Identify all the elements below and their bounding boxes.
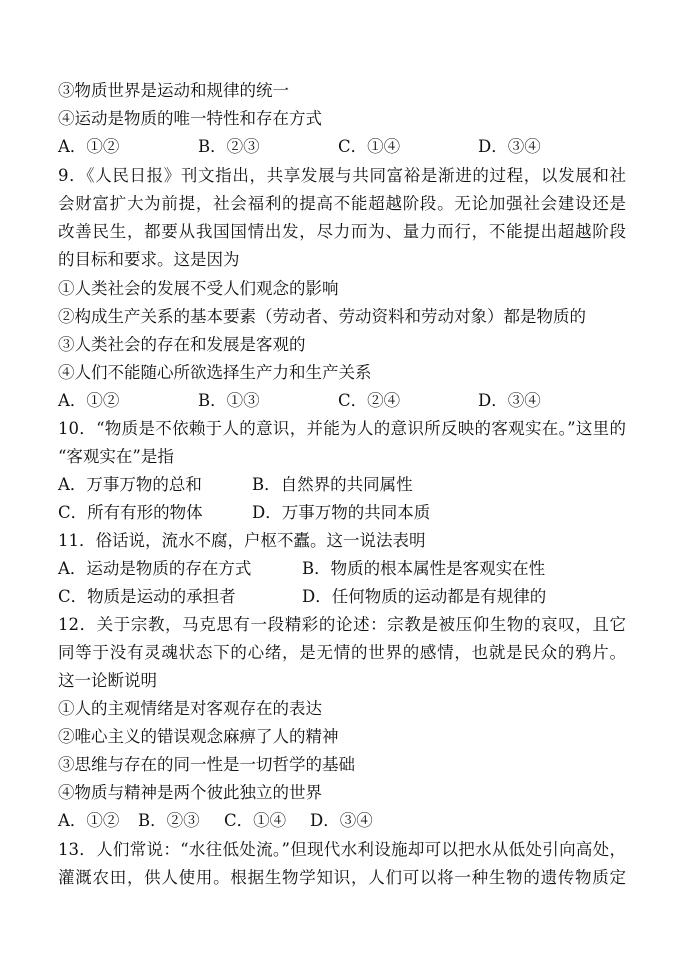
q8-statement-4: ④运动是物质的唯一特性和存在方式: [58, 109, 322, 128]
q8-option-d: D．③④: [478, 137, 541, 156]
q12-statement-4: ④物质与精神是两个彼此独立的世界: [58, 783, 322, 802]
q12-option-b: B．②③: [138, 811, 200, 830]
q9-statement-3: ③人类社会的存在和发展是客观的: [58, 335, 306, 354]
q13-stem-line-1: 13．人们常说：“水往低处流。”但现代水利设施却可以把水从低处引向高处，: [58, 840, 626, 859]
q10-option-c: C．所有有形的物体: [58, 503, 203, 522]
q11-option-a: A．运动是物质的存在方式: [58, 559, 252, 578]
q12-stem-line-1: 12．关于宗教，马克思有一段精彩的论述：宗教是被压仰生物的哀叹，且它: [58, 615, 626, 634]
q12-stem-line-3: 这一论断说明: [58, 671, 157, 690]
q12-option-c: C．①④: [224, 811, 287, 830]
q9-statement-1: ①人类社会的发展不受人们观念的影响: [58, 279, 339, 298]
q9-stem-line-2: 会财富扩大为前提，社会福利的提高不能超越阶段。无论加强社会建设还是: [58, 194, 626, 213]
q9-stem-line-1: 9．《人民日报》刊文指出，共享发展与共同富裕是渐进的过程，以发展和社: [58, 166, 626, 185]
q8-option-a: A．①②: [58, 137, 120, 156]
q8-statement-3: ③物质世界是运动和规律的统一: [58, 81, 289, 100]
q8-option-b: B．②③: [198, 137, 260, 156]
q11-option-c: C．物质是运动的承担者: [58, 587, 236, 606]
q10-option-b: B．自然界的共同属性: [252, 475, 413, 494]
q12-statement-1: ①人的主观情绪是对客观存在的表达: [58, 699, 322, 718]
q10-stem-line-2: “客观实在”是指: [58, 447, 174, 466]
q10-option-a: A．万事万物的总和: [58, 475, 202, 494]
q9-option-d: D．③④: [478, 391, 541, 410]
q12-statement-2: ②唯心主义的错误观念麻痹了人的精神: [58, 727, 339, 746]
q10-stem-line-1: 10．“物质是不依赖于人的意识，并能为人的意识所反映的客观实在。”这里的: [58, 419, 626, 438]
q9-stem-line-3: 改善民生，都要从我国国情出发，尽力而为、量力而行，不能提出超越阶段: [58, 222, 626, 241]
q9-stem-line-4: 的目标和要求。这是因为: [58, 250, 240, 269]
q9-statement-4: ④人们不能随心所欲选择生产力和生产关系: [58, 363, 372, 382]
q9-option-c: C．②④: [338, 391, 401, 410]
q11-option-d: D．任何物质的运动都是有规律的: [302, 587, 547, 606]
q11-option-b: B．物质的根本属性是客观实在性: [302, 559, 546, 578]
q11-stem: 11．俗话说，流水不腐，户枢不蠹。这一说法表明: [58, 531, 426, 550]
q9-statement-2: ②构成生产关系的基本要素（劳动者、劳动资料和劳动对象）都是物质的: [58, 307, 586, 326]
q8-option-c: C．①④: [338, 137, 401, 156]
q9-option-a: A．①②: [58, 391, 120, 410]
q12-option-a: A．①②: [58, 811, 120, 830]
q12-option-d: D．③④: [310, 811, 373, 830]
q13-stem-line-2: 灌溉农田，供人使用。根据生物学知识，人们可以将一种生物的遗传物质定: [58, 868, 626, 887]
q12-statement-3: ③思维与存在的同一性是一切哲学的基础: [58, 755, 355, 774]
q10-option-d: D．万事万物的共同本质: [252, 503, 431, 522]
q9-option-b: B．①③: [198, 391, 260, 410]
q12-stem-line-2: 同等于没有灵魂状态下的心绪，是无情的世界的感情，也就是民众的鸦片。: [58, 643, 626, 662]
